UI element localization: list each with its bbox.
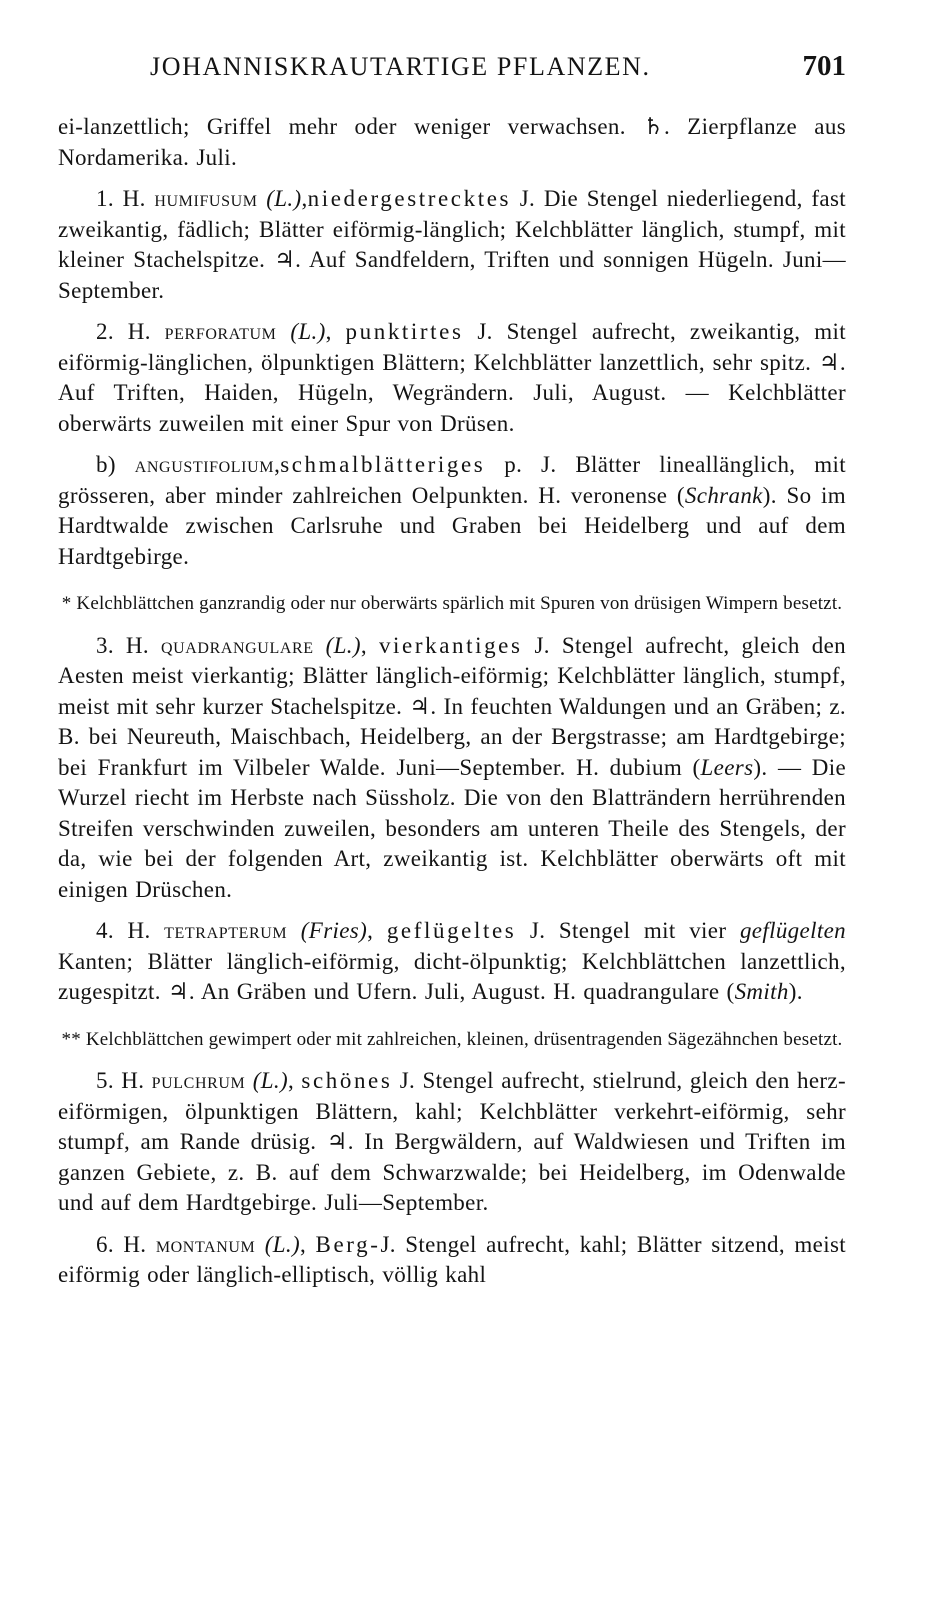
species-entry-perforatum: 2. H. perforatum (L.), punktirtes J. Stengel aufrecht, zweikantig, mit eiförmig-länglichen, ölpunktigen Blättern; Kelchblätter lanzettlich, sehr spitz. ♃. Auf Triften, Haiden, Hügeln, Wegrändern. Juli, August. — Kelchblätter oberwärts zuweilen mit einer Spur von Drüsen. [58,319,846,436]
species-name: pulchrum [151,1068,246,1093]
group-heading-2: ** Kelchblättchen gewimpert oder mit zahlreichen, kleinen, drüsentragenden Sägezähnchen besetzt. [61,1028,843,1050]
species-name: perforatum [164,319,277,344]
species-description: Stengel aufrecht, kahl; Blätter sitzend, meist eiförmig oder länglich-elliptisch, völlig kahl [58,1231,846,1287]
species-name: montanum [155,1231,256,1257]
species-name: quadrangulare [160,632,314,658]
species-number: 2. H. [96,319,151,344]
species-number: 4. H. [96,918,151,943]
species-name: tetrapterum [164,918,288,943]
species-entry-pulchrum: 5. H. pulchrum (L.), schönes J. Stengel aufrecht, stielrund, gleich den herz-eiförmigen, ölpunktigen Blättern, kahl; Kelchblätter verkehrt-eiförmig, sehr stumpf, am Rande drüsig. ♃. In Bergwäldern, auf Waldwiesen und Triften im ganzen Gebiete, z. B. auf dem Schwarzwalde; bei Heidelberg, im Odenwalde und auf dem Hardtgebirge. Juli—September. [58,1068,846,1215]
species-number: 5. H. [96,1068,145,1093]
species-description: Die Stengel niederliegend, fast zweikantig, fädlich; Blätter eiförmig-länglich; Kelchblätter länglich, stumpf, mit kleiner Stachelspitze. ♃. Auf Sandfeldern, Triften und sonnigen Hügeln. Juni—September. [58,186,846,303]
species-description: Stengel aufrecht, gleich den Aesten meist vierkantig; Blätter länglich-eiförmig; Kelchblätter länglich, stumpf, meist mit sehr kurzer Stachelspitze. ♃. In feuchten Waldungen und an Gräben; z. B. bei Neureuth, Maischbach, Heidelberg, an der Bergstrasse; am Hardtgebirge; bei Frankfurt im Vilbeler Walde. Juni—September. H. dubium ( [58,632,847,780]
species-authority: (L.) [290,319,326,344]
page-number: 701 [802,50,846,82]
synonym-author: Smith [734,979,789,1004]
common-name: punktirtes [345,319,464,344]
species-authority: (L.) [252,1068,288,1093]
species-entry-humifusum: 1. H. humifusum (L.),niedergestrecktes J. Die Stengel niederliegend, fast zweikantig, fädlich; Blätter eiförmig-länglich; Kelchblätter länglich, stumpf, mit kleiner Stachelspitze. ♃. Auf Sandfeldern, Triften und sonnigen Hügeln. Juni—September. [58,186,846,303]
common-name: vierkantiges [378,632,523,658]
text-body [58,112,846,1291]
common-name: Berg- [315,1231,381,1257]
species-number: 6. H. [96,1231,147,1257]
synonym-author: Leers [700,754,754,780]
species-number: 1. H. [96,186,146,211]
common-name: niedergestrecktes [307,186,512,211]
group-heading-1: * Kelchblättchen ganzrandig oder nur oberwärts spärlich mit Spuren von drüsigen Wimpern besetzt. [61,593,843,614]
species-name: humifusum [154,186,258,211]
species-entry-tetrapterum: 4. H. tetrapterum (Fries), geflügeltes J. Stengel mit vier geflügelten Kanten; Blätter länglich-eiförmig, dicht-ölpunktig; Kelchblättchen lanzettlich, zugespitzt. ♃. An Gräben und Ufern. Juli, August. H. quadrangulare (Smith). [58,918,846,1004]
species-authority: (Fries) [300,918,368,943]
species-number: 3. H. [96,632,149,658]
species-description: Stengel aufrecht, zweikantig, mit eiförmig-länglichen, ölpunktigen Blättern; Kelchblätter lanzettlich, sehr spitz. ♃. Auf Triften, Haiden, Hügeln, Wegrändern. Juli, August. — Kelchblätter oberwärts zuweilen mit einer Spur von Drüsen. [58,319,846,436]
variety-name: angustifolium [134,452,275,477]
variety-entry-angustifolium: b) angustifolium,schmalblätteriges p. J. Blätter lineallänglich, mit grösseren, aber minder zahlreichen Oelpunkten. H. veronense (Schrank). So im Hardtwalde zwischen Carlsruhe und Graben bei Heidelberg und auf dem Hardtgebirge. [58,452,847,569]
common-name: geflügeltes [386,918,517,943]
species-description: Stengel mit vier [558,918,740,943]
species-authority: (L.) [325,632,361,658]
synonym-author: Schrank [684,482,763,508]
common-name: schmalblätteriges [280,452,486,477]
variety-label: b) [96,452,116,477]
species-authority: (L.) [264,1231,301,1257]
continued-paragraph: ei-lanzettlich; Griffel mehr oder weniger verwachsen. ♄. Zierpflanze aus Nordamerika. Juli. [58,114,846,170]
species-description: Stengel aufrecht, stielrund, gleich den herz-eiförmigen, ölpunktigen Blättern, kahl; Kelchblätter verkehrt-eiförmig, sehr stumpf, am Rande drüsig. ♃. In Bergwäldern, auf Waldwiesen und Triften im ganzen Gebiete, z. B. auf dem Schwarzwalde; bei Heidelberg, im Odenwalde und auf dem Hardtgebirge. Juli—September. [58,1068,846,1215]
species-entry-quadrangulare: 3. H. quadrangulare (L.), vierkantiges J. Stengel aufrecht, gleich den Aesten meist vierkantig; Blätter länglich-eiförmig; Kelchblätter länglich, stumpf, meist mit sehr kurzer Stachelspitze. ♃. In feuchten Waldungen und an Gräben; z. B. bei Neureuth, Maischbach, Heidelberg, an der Bergstrasse; am Hardtgebirge; bei Frankfurt im Vilbeler Walde. Juni—September. H. dubium (Leers). — Die Wurzel riecht im Herbste nach Süssholz. Die von den Blatträndern herrührenden Streifen verschwinden zuweilen, besonders am unteren Theile des Stengels, der da, wie bei der folgenden Art, zweikantig ist. Kelchblätter oberwärts oft mit einigen Drüschen. [58,632,847,902]
species-authority: (L.) [266,186,302,211]
running-title: JOHANNISKRAUTARTIGE PFLANZEN. [150,52,651,81]
species-entry-montanum: 6. H. montanum (L.), Berg-J. Stengel aufrecht, kahl; Blätter sitzend, meist eiförmig oder länglich-elliptisch, völlig kahl [58,1231,846,1287]
emphasis: geflügelten [739,918,846,943]
page-header [58,52,846,92]
common-name: schönes [301,1068,393,1093]
variety-description: Blätter lineallänglich, mit grösseren, aber minder zahlreichen Oelpunkten. H. veronense ( [58,452,846,508]
